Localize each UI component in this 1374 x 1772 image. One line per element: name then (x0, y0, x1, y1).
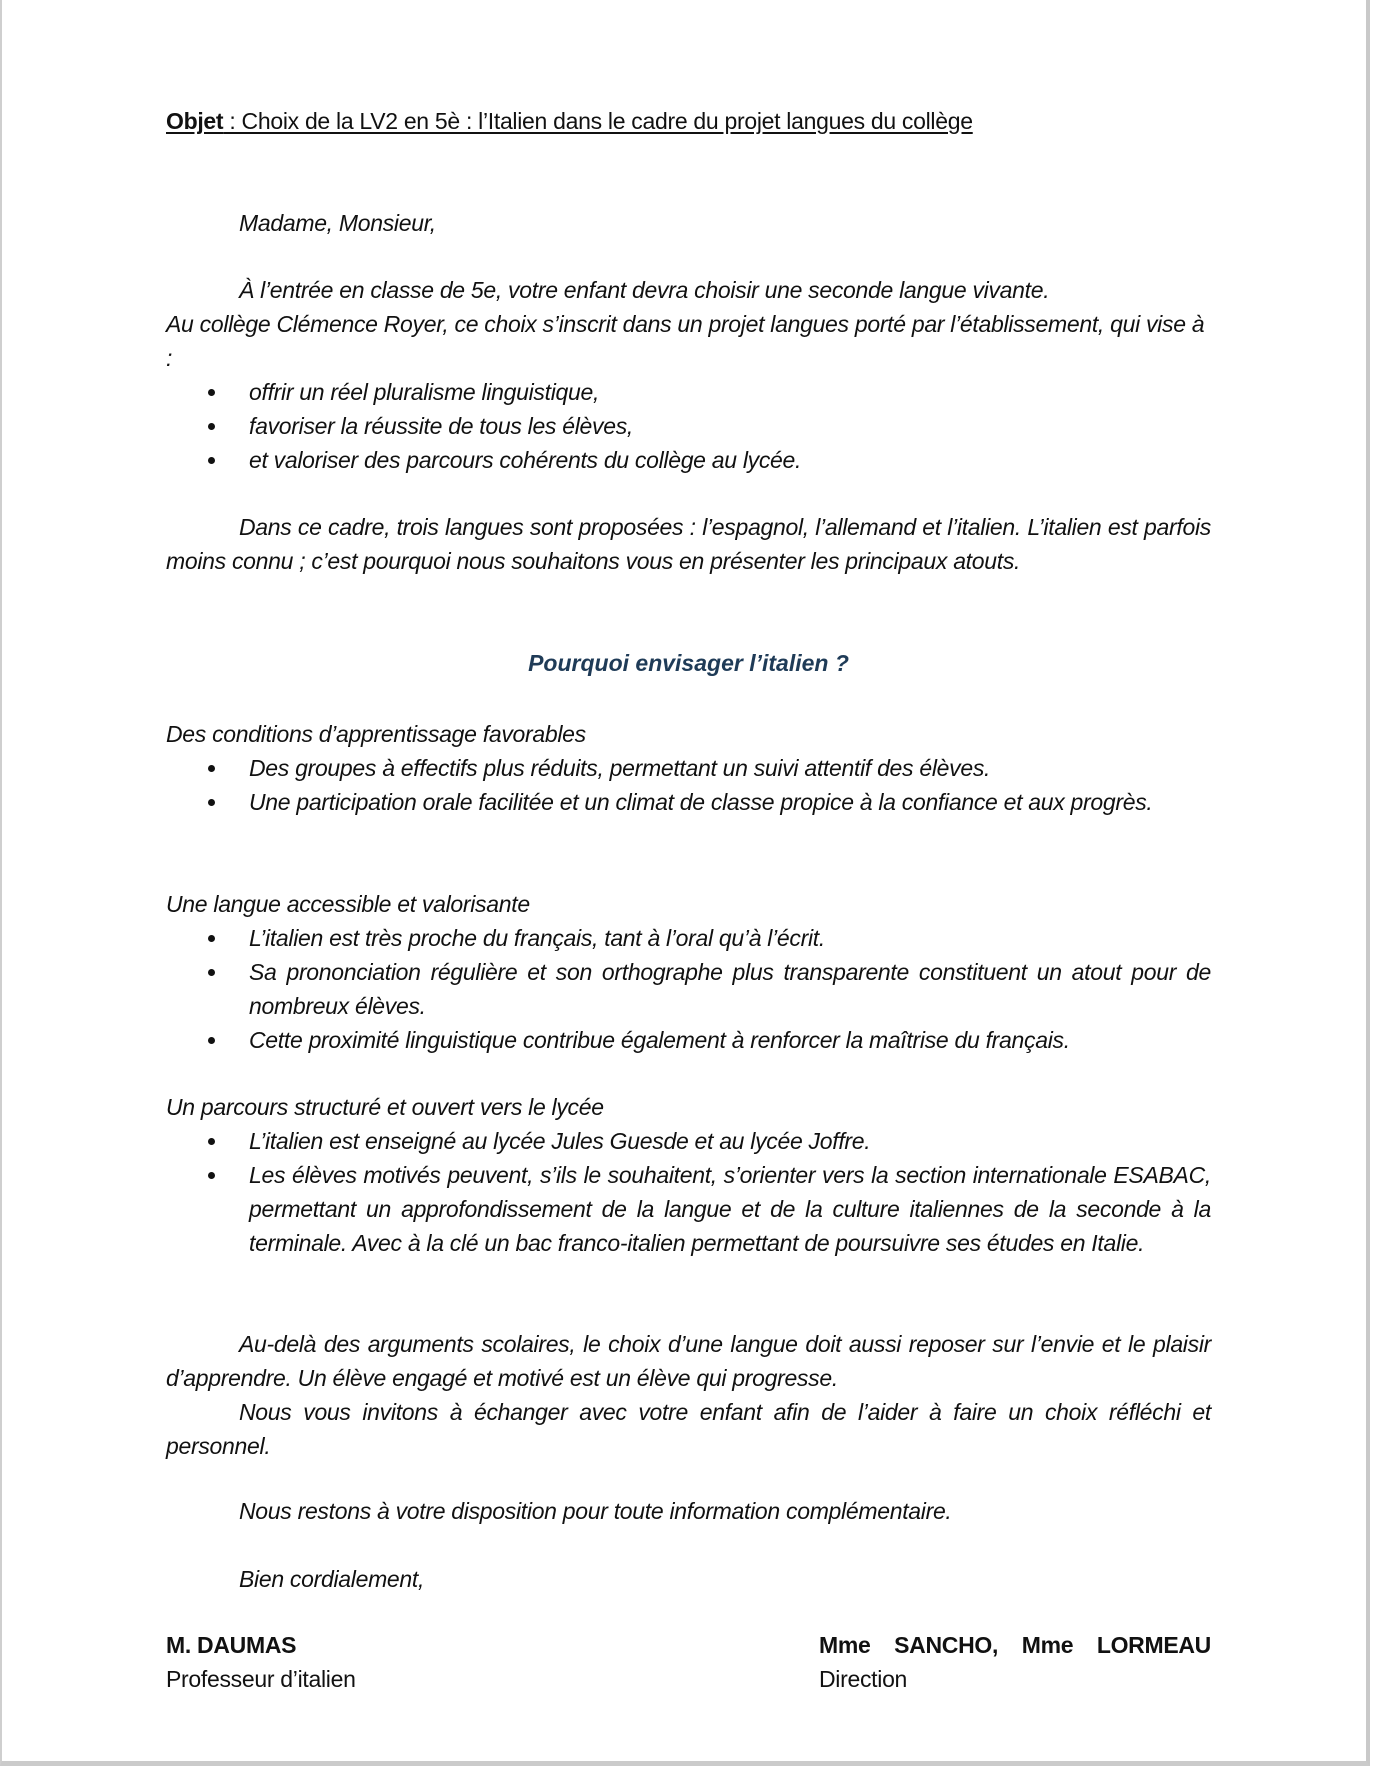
closing-greeting: Bien cordialement, (239, 1566, 425, 1592)
bullet-icon (208, 1037, 215, 1044)
bullet-icon (208, 969, 215, 976)
intro-line-1: À l’entrée en classe de 5e, votre enfant devra choisir une seconde langue vivante. (239, 277, 1050, 303)
closing-paragraph-3: Nous restons à votre disposition pour toute information complémentaire. (239, 1498, 952, 1524)
section-heading: Pourquoi envisager l’italien ? (528, 650, 849, 676)
salutation: Madame, Monsieur, (239, 210, 436, 236)
signature-role: Direction (819, 1666, 908, 1692)
closing-paragraph-2: Nous vous invitons à échanger avec votre enfant afin de l’aider à faire un choix réfléchi et personnel. (166, 1399, 1211, 1459)
list-item: Les élèves motivés peuvent, s’ils le souhaitent, s’orienter vers la section internationale ESABAC, permettant un approfondissement de la langue et de la culture italiennes de la seconde à la terminale. Avec à la clé un bac franco-italien permettant de poursuivre ses études en Italie. (166, 1158, 1211, 1260)
section-langue-accessible (166, 887, 1211, 1057)
section-parcours-lycee (166, 1090, 1211, 1260)
section-title: Une langue accessible et valorisante (166, 891, 530, 917)
bullet-icon (208, 1138, 215, 1145)
signature-direction (819, 1628, 1211, 1696)
bullet-icon (208, 457, 215, 464)
subject-line (166, 104, 973, 138)
section-title: Des conditions d’apprentissage favorables (166, 721, 586, 747)
bullet-icon (208, 799, 215, 806)
bullet-icon (208, 1172, 215, 1179)
signature-role: Professeur d’italien (166, 1666, 356, 1692)
signature-teacher (166, 1628, 356, 1696)
list-item: Des groupes à effectifs plus réduits, permettant un suivi attentif des élèves. (166, 751, 1211, 785)
intro-line-2: Au collège Clémence Royer, ce choix s’inscrit dans un projet langues porté par l’établissement, qui vise à : (166, 311, 1205, 371)
section-bullet-list (166, 751, 1211, 819)
list-item: offrir un réel pluralisme linguistique, (166, 375, 1211, 409)
intro-block (166, 273, 1211, 477)
bullet-icon (208, 389, 215, 396)
section-bullet-list (166, 921, 1211, 1057)
subject-text: : Choix de la LV2 en 5è : l’Italien dans le cadre du projet langues du collège (223, 108, 973, 134)
list-item: L’italien est enseigné au lycée Jules Guesde et au lycée Joffre. (166, 1124, 1211, 1158)
list-item: et valoriser des parcours cohérents du collège au lycée. (166, 443, 1211, 477)
closing-paragraph-1: Au-delà des arguments scolaires, le choix d’une langue doit aussi reposer sur l’envie et le plaisir d’apprendre. Un élève engagé et motivé est un élève qui progresse. (166, 1331, 1211, 1391)
list-item: Une participation orale facilitée et un climat de classe propice à la confiance et aux progrès. (166, 785, 1211, 819)
context-paragraph: Dans ce cadre, trois langues sont proposées : l’espagnol, l’allemand et l’italien. L’italien est parfois moins connu ; c’est pourquoi nous souhaitons vous en présenter les principaux atouts. (166, 514, 1211, 574)
list-item: L’italien est très proche du français, tant à l’oral qu’à l’écrit. (166, 921, 1211, 955)
signature-name: Mme SANCHO, Mme LORMEAU (819, 1632, 1211, 1658)
section-conditions (166, 717, 1211, 819)
list-item: favoriser la réussite de tous les élèves, (166, 409, 1211, 443)
list-item: Sa prononciation régulière et son orthographe plus transparente constituent un atout pour de nombreux élèves. (166, 955, 1211, 1023)
list-item: Cette proximité linguistique contribue également à renforcer la maîtrise du français. (166, 1023, 1211, 1057)
bullet-icon (208, 423, 215, 430)
bullet-icon (208, 935, 215, 942)
subject-label: Objet (166, 108, 224, 134)
section-bullet-list (166, 1124, 1211, 1260)
section-title: Un parcours structuré et ouvert vers le lycée (166, 1094, 604, 1120)
bullet-icon (208, 765, 215, 772)
intro-bullet-list (166, 375, 1211, 477)
signature-name: M. DAUMAS (166, 1632, 297, 1658)
